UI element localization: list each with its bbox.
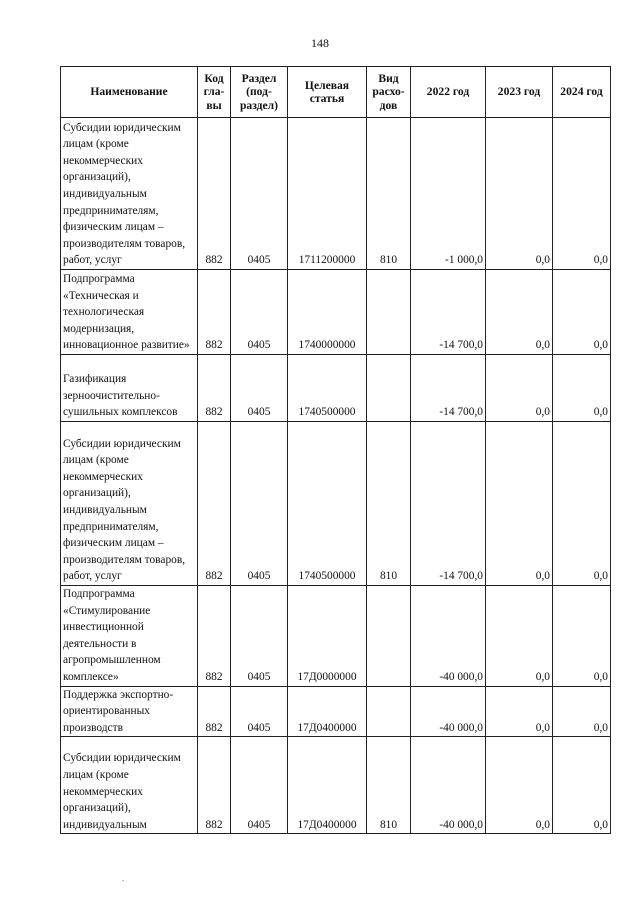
row-2024: 0,0 [553,686,611,737]
row-code: 882 [198,118,231,270]
header-2022: 2022 год [411,67,486,118]
row-2022: -40 000,0 [411,737,486,834]
row-2024: 0,0 [553,355,611,422]
row-2022: -40 000,0 [411,586,486,687]
header-article: Целевая статья [288,67,367,118]
row-type: 810 [367,737,411,834]
row-name: Газификация зерноочистительно-сушильных комплексов [61,355,198,422]
row-name: Субсидии юридическим лицам (кроме некоммерческих организаций), индивидуальным предпринимателям, физическим лицам – производителям товаров, работ, услуг [61,422,198,586]
table-row [61,586,611,687]
row-name: Субсидии юридическим лицам (кроме некоммерческих организаций), индивидуальным предпринимателям, физическим лицам – производителям товаров, работ, услуг [61,118,198,270]
row-article: 1740500000 [288,422,367,586]
row-2022: -14 700,0 [411,270,486,355]
row-section: 0405 [231,686,288,737]
row-2022: -14 700,0 [411,355,486,422]
row-type [367,686,411,737]
row-code: 882 [198,686,231,737]
table-row [61,686,611,737]
row-2023: 0,0 [486,586,553,687]
table-row [61,270,611,355]
row-section: 0405 [231,737,288,834]
row-type [367,355,411,422]
header-name: Наименование [61,67,198,118]
row-2023: 0,0 [486,118,553,270]
row-section: 0405 [231,270,288,355]
row-code: 882 [198,737,231,834]
row-2022: -14 700,0 [411,422,486,586]
scan-speck [122,880,124,881]
row-code: 882 [198,270,231,355]
row-article: 17Д0400000 [288,686,367,737]
table-row [61,737,611,834]
row-2023: 0,0 [486,737,553,834]
row-2024: 0,0 [553,118,611,270]
row-section: 0405 [231,422,288,586]
row-2022: -40 000,0 [411,686,486,737]
row-section: 0405 [231,586,288,687]
row-2023: 0,0 [486,270,553,355]
row-name: Субсидии юридическим лицам (кроме некоммерческих организаций), индивидуальным [61,737,198,834]
row-type [367,586,411,687]
row-type: 810 [367,118,411,270]
row-type: 810 [367,422,411,586]
row-2023: 0,0 [486,422,553,586]
row-article: 17Д0000000 [288,586,367,687]
table-row [61,118,611,270]
row-2024: 0,0 [553,586,611,687]
header-type: Вид расхо- дов [367,67,411,118]
row-article: 1740000000 [288,270,367,355]
row-type [367,270,411,355]
row-article: 1740500000 [288,355,367,422]
row-section: 0405 [231,118,288,270]
table-row [61,422,611,586]
budget-table [60,66,611,834]
row-name: Поддержка экспортно-ориентированных производств [61,686,198,737]
header-2024: 2024 год [553,67,611,118]
row-2024: 0,0 [553,422,611,586]
row-2023: 0,0 [486,686,553,737]
row-name: Подпрограмма «Техническая и технологическая модернизация, инновационное развитие» [61,270,198,355]
row-name: Подпрограмма «Стимулирование инвестиционной деятельности в агропромышленном комплексе» [61,586,198,687]
table-header-row [61,67,611,118]
row-code: 882 [198,355,231,422]
row-code: 882 [198,586,231,687]
header-section: Раздел (под- раздел) [231,67,288,118]
row-2024: 0,0 [553,270,611,355]
row-2023: 0,0 [486,355,553,422]
page-number: 148 [311,36,329,50]
row-2022: -1 000,0 [411,118,486,270]
header-code: Код гла- вы [198,67,231,118]
row-section: 0405 [231,355,288,422]
row-article: 17Д0400000 [288,737,367,834]
row-2024: 0,0 [553,737,611,834]
header-2023: 2023 год [486,67,553,118]
table-row [61,355,611,422]
row-code: 882 [198,422,231,586]
row-article: 1711200000 [288,118,367,270]
